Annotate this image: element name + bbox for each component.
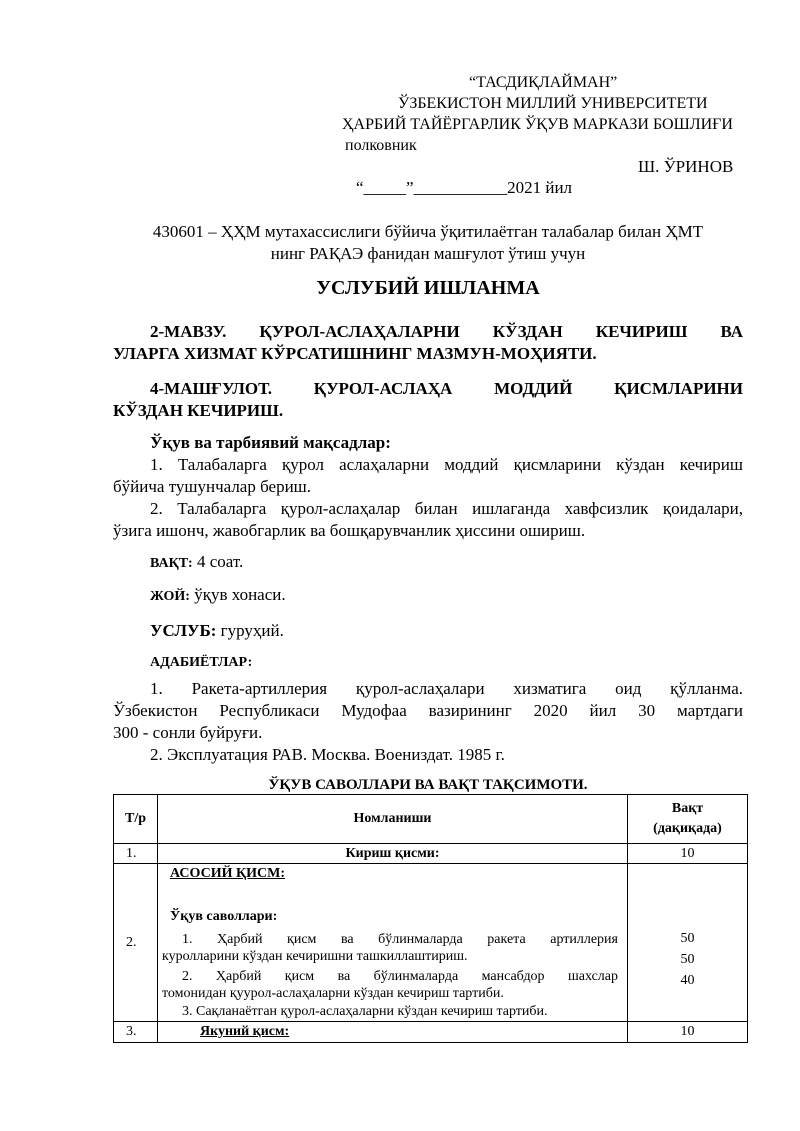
header-num: Т/р xyxy=(114,795,158,844)
header-time-line-2: (дақиқада) xyxy=(653,821,722,836)
question-2-time: 50 xyxy=(680,952,695,967)
row2-num: 2. xyxy=(114,864,158,1022)
table-row xyxy=(114,1022,748,1043)
header-time xyxy=(628,795,748,844)
method-value: гуруҳий. xyxy=(216,621,284,640)
method-label: УСЛУБ: xyxy=(150,621,217,640)
row1-time: 10 xyxy=(628,844,748,864)
intro-line-1: 430601 – ҲҲМ мутахассислиги бўйича ўқитилаётган талабалар билан ҲМТ xyxy=(152,222,704,241)
row3-name: Якуний қисм: xyxy=(158,1022,628,1043)
lesson-line-1: 4-МАШҒУЛОТ. ҚУРОЛ-АСЛАҲА МОДДИЙ ҚИСМЛАРИНИ xyxy=(150,379,743,398)
approval-university: ЎЗБЕКИСТОН МИЛЛИЙ УНИВЕРСИТЕТИ xyxy=(398,95,708,112)
approval-rank: полковник xyxy=(345,137,417,154)
approval-center: ҲАРБИЙ ТАЙЁРГАРЛИК ЎҚУВ МАРКАЗИ БОШЛИҒИ xyxy=(342,116,733,133)
question-1-line-2: куролларини кўздан кечиришни ташкиллаштириш. xyxy=(162,949,468,964)
question-1-time: 50 xyxy=(680,931,695,946)
literature-1-line-2: Ўзбекистон Республикаси Мудофаа вазирининг 2020 йил 30 мартдаги xyxy=(113,701,743,720)
goal-2-line-2: ўзига ишонч, жавобгарлик ва бошқарувчанлик ҳиссини ошириш. xyxy=(113,521,586,540)
row1-num: 1. xyxy=(114,844,158,864)
method-line xyxy=(150,620,284,642)
literature-1-line-3: 300 - сонли буйруғи. xyxy=(113,723,263,742)
row2-section: АСОСИЙ ҚИСМ: xyxy=(170,866,286,881)
goals-heading: Ўқув ва тарбиявий мақсадлар: xyxy=(150,433,391,452)
header-time-line-1: Вақт xyxy=(671,801,704,816)
approval-name: Ш. ЎРИНОВ xyxy=(638,157,734,176)
question-2-line-1: 2. Ҳарбий қисм ва бўлинмаларда мансабдор шахслар xyxy=(182,969,618,984)
doc-title: УСЛУБИЙ ИШЛАНМА xyxy=(316,277,540,299)
row1-name: Кириш қисми: xyxy=(158,844,628,864)
literature-heading: АДАБИЁТЛАР: xyxy=(150,655,253,670)
place-value: ўқув хонаси. xyxy=(189,585,286,604)
approval-date: “_____”___________2021 йил xyxy=(356,178,573,197)
table-caption: ЎҚУВ САВОЛЛАРИ ВА ВАҚТ ТАҚСИМОТИ. xyxy=(268,777,588,793)
time-line xyxy=(150,551,243,575)
topic-line-1: 2-МАВЗУ. ҚУРОЛ-АСЛАҲАЛАРНИ КЎЗДАН КЕЧИРИШ ВА xyxy=(150,322,743,341)
time-label: ВАҚТ: xyxy=(150,556,193,571)
literature-1-line-1: 1. Ракета-артиллерия қурол-аслаҳалари хизматига оид қўлланма. xyxy=(150,679,743,698)
row2-times xyxy=(628,864,748,1022)
table-header-row xyxy=(114,795,748,844)
intro-line-2: нинг РАҚАЭ фанидан машғулот ўтиш учун xyxy=(270,244,586,263)
row3-time: 10 xyxy=(628,1022,748,1043)
table-row xyxy=(114,844,748,864)
header-name: Номланиши xyxy=(158,795,628,844)
goal-1-line-2: бўйича тушунчалар бериш. xyxy=(113,477,312,496)
question-3: 3. Сақланаётган қурол-аслаҳаларни кўздан кечириш тартиби. xyxy=(182,1004,548,1019)
goal-1-line-1: 1. Талабаларга қурол аслаҳаларни моддий қисмларини кўздан кечириш xyxy=(150,455,743,474)
approval-title: “ТАСДИҚЛАЙМАН” xyxy=(469,74,618,91)
time-value: 4 соат. xyxy=(192,552,244,571)
place-line xyxy=(150,584,286,608)
goal-2-line-1: 2. Талабаларга қурол-аслаҳалар билан ишлаганда хавфсизлик қоидалари, xyxy=(150,499,743,518)
row3-num: 3. xyxy=(114,1022,158,1043)
topic-line-2: УЛАРГА ХИЗМАТ КЎРСАТИШНИНГ МАЗМУН-МОҲИЯТИ. xyxy=(113,344,597,363)
question-1-line-1: 1. Ҳарбий қисм ва бўлинмаларда ракета артиллерия xyxy=(182,932,618,947)
literature-2: 2. Эксплуатация РАВ. Москва. Воениздат. 1985 г. xyxy=(150,745,505,764)
row2-subheading: Ўқув саволлари: xyxy=(170,909,278,924)
table-row xyxy=(114,864,748,1022)
question-3-time: 40 xyxy=(680,973,695,988)
place-label: ЖОЙ: xyxy=(150,589,190,604)
row2-content xyxy=(158,864,628,1022)
question-2-line-2: томонидан қуурол-аслаҳаларни кўздан кечириш тартиби. xyxy=(162,986,504,1001)
lesson-line-2: КЎЗДАН КЕЧИРИШ. xyxy=(113,401,284,420)
schedule-table xyxy=(113,794,748,1043)
